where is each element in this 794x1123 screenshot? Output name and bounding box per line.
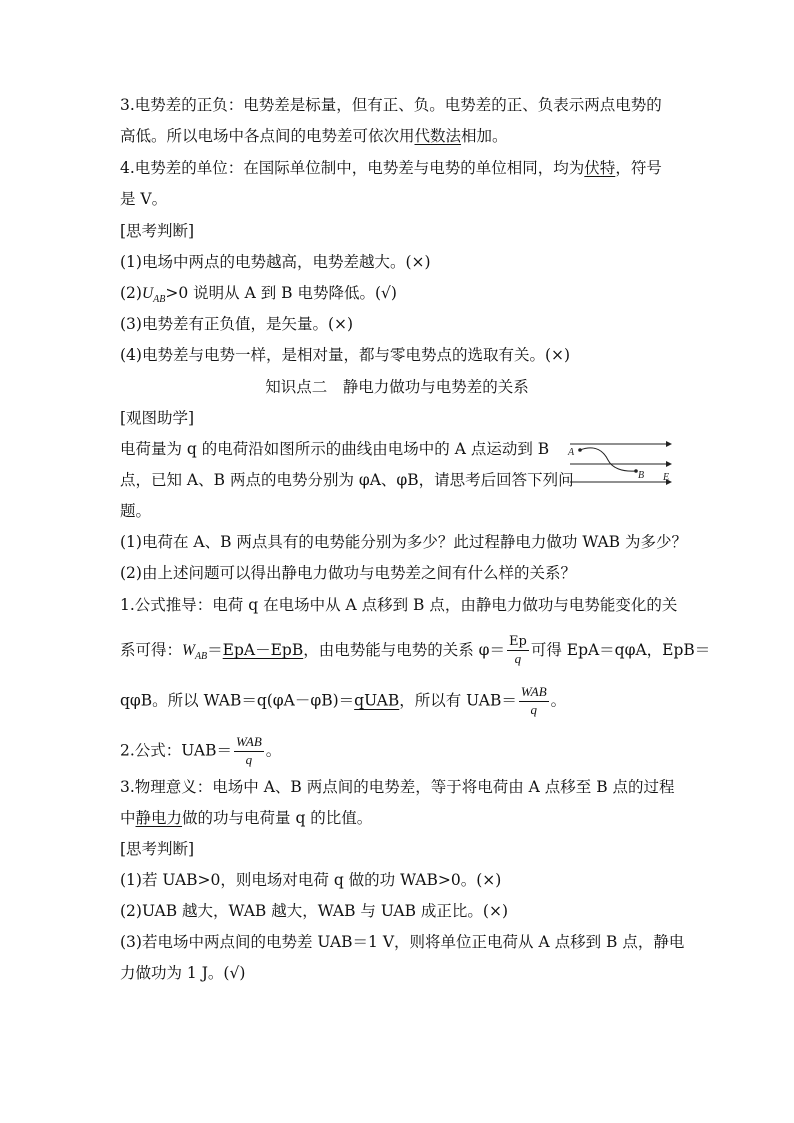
underlined-answer: 伏特 xyxy=(584,159,616,177)
judge-item-1: (1)电场中两点的电势越高，电势差越大。(×) xyxy=(120,253,431,271)
guide-line-3: 题。 xyxy=(120,502,152,520)
meaning-line-2: 中静电力做的功与电荷量 q 的比值。 xyxy=(120,809,373,827)
judge2-item-2: (2)UAB 越大，WAB 越大，WAB 与 UAB 成正比。(×) xyxy=(120,902,509,920)
section-title: 知识点二 静电力做功与电势差的关系 xyxy=(265,378,529,396)
meaning-line-1: 3.物理意义：电场中 A、B 两点间的电势差，等于将电荷由 A 点移至 B 点的过程 xyxy=(120,778,675,796)
question-1: (1)电荷在 A、B 两点具有的电势能分别为多少？此过程静电力做功 WAB 为多少？ xyxy=(120,533,687,551)
underlined-answer: 静电力 xyxy=(135,809,183,827)
judge2-item-1: (1)若 UAB>0，则电场对电荷 q 做的功 WAB>0。(×) xyxy=(120,871,502,889)
underlined-answer: qUAB xyxy=(354,691,400,710)
guide-header: [观图助学] xyxy=(120,409,195,427)
label-a: A xyxy=(568,447,575,458)
underlined-answer: EpA－EpB xyxy=(222,641,304,659)
judge-header: [思考判断] xyxy=(120,222,195,240)
label-b: B xyxy=(638,470,645,481)
arrow-head-2 xyxy=(666,461,672,467)
guide-line-1: 电荷量为 q 的电荷沿如图所示的曲线由电场中的 A 点运动到 B xyxy=(120,440,550,458)
judge2-item-4: 力做功为 1 J。(√) xyxy=(120,964,246,982)
label-e: E xyxy=(663,472,670,483)
electric-field-figure xyxy=(566,436,674,486)
formula-line: 2.公式：UAB＝ $\frac{\text{WAB}}{q}$ 。 xyxy=(120,734,282,767)
para-3-line-1: 3.电势差的正负：电势差是标量，但有正、负。电势差的正、负表示两点电势的 xyxy=(120,96,662,114)
point-a-dot xyxy=(578,448,582,452)
charge-path-curve xyxy=(580,448,636,471)
derivation-line-2: 系可得：$W_{AB}=EpA-EpB$，由电势能与电势的关系 φ＝ $\frac{Ep}{q}$ 可得 EpA＝qφA，EpB＝ xyxy=(120,634,711,666)
judge-header-2: [思考判断] xyxy=(120,840,195,858)
judge-item-3: (3)电势差有正负值，是矢量。(×) xyxy=(120,315,354,333)
para-3-line-2: 高低。所以电场中各点间的电势差可依次用代数法相加。 xyxy=(120,127,508,145)
arrow-head-1 xyxy=(666,441,672,447)
fraction-wab-over-q: $\frac{\text{WAB}}{q}$ xyxy=(235,734,262,767)
para-4-line-2: 是 V。 xyxy=(120,190,168,208)
underlined-answer: 代数法 xyxy=(414,127,462,145)
fraction-ep-over-q: $\frac{Ep}{q}$ xyxy=(509,634,527,666)
para-4-line-1: 4.电势差的单位：在国际单位制中，电势差与电势的单位相同，均为伏特，符号 xyxy=(120,159,662,177)
derivation-line-1: 1.公式推导：电荷 q 在电场中从 A 点移到 B 点，由静电力做功与电势能变化的关 xyxy=(120,596,678,614)
judge-item-4: (4)电势差与电势一样，是相对量，都与零电势点的选取有关。(×) xyxy=(120,346,571,364)
judge2-item-3: (3)若电场中两点间的电势差 UAB＝1 V，则将单位正电荷从 A 点移到 B 点，静电 xyxy=(120,933,685,951)
derivation-line-3: qφB。所以 WAB＝q(φA－φB)＝qUAB，所以有 UAB＝ $\frac{\text{WAB}}{q}$ 。 xyxy=(120,684,567,717)
guide-line-2: 点，已知 A、B 两点的电势分别为 φA、φB，请思考后回答下列问 xyxy=(120,471,574,489)
judge-item-2: $(2)U_{AB}>0$ 说明从 A 到 B 电势降低。(√) xyxy=(120,284,397,306)
question-2: (2)由上述问题可以得出静电力做功与电势差之间有什么样的关系？ xyxy=(120,564,576,582)
fraction-wab-over-q: $\frac{\text{WAB}}{q}$ xyxy=(520,684,547,717)
